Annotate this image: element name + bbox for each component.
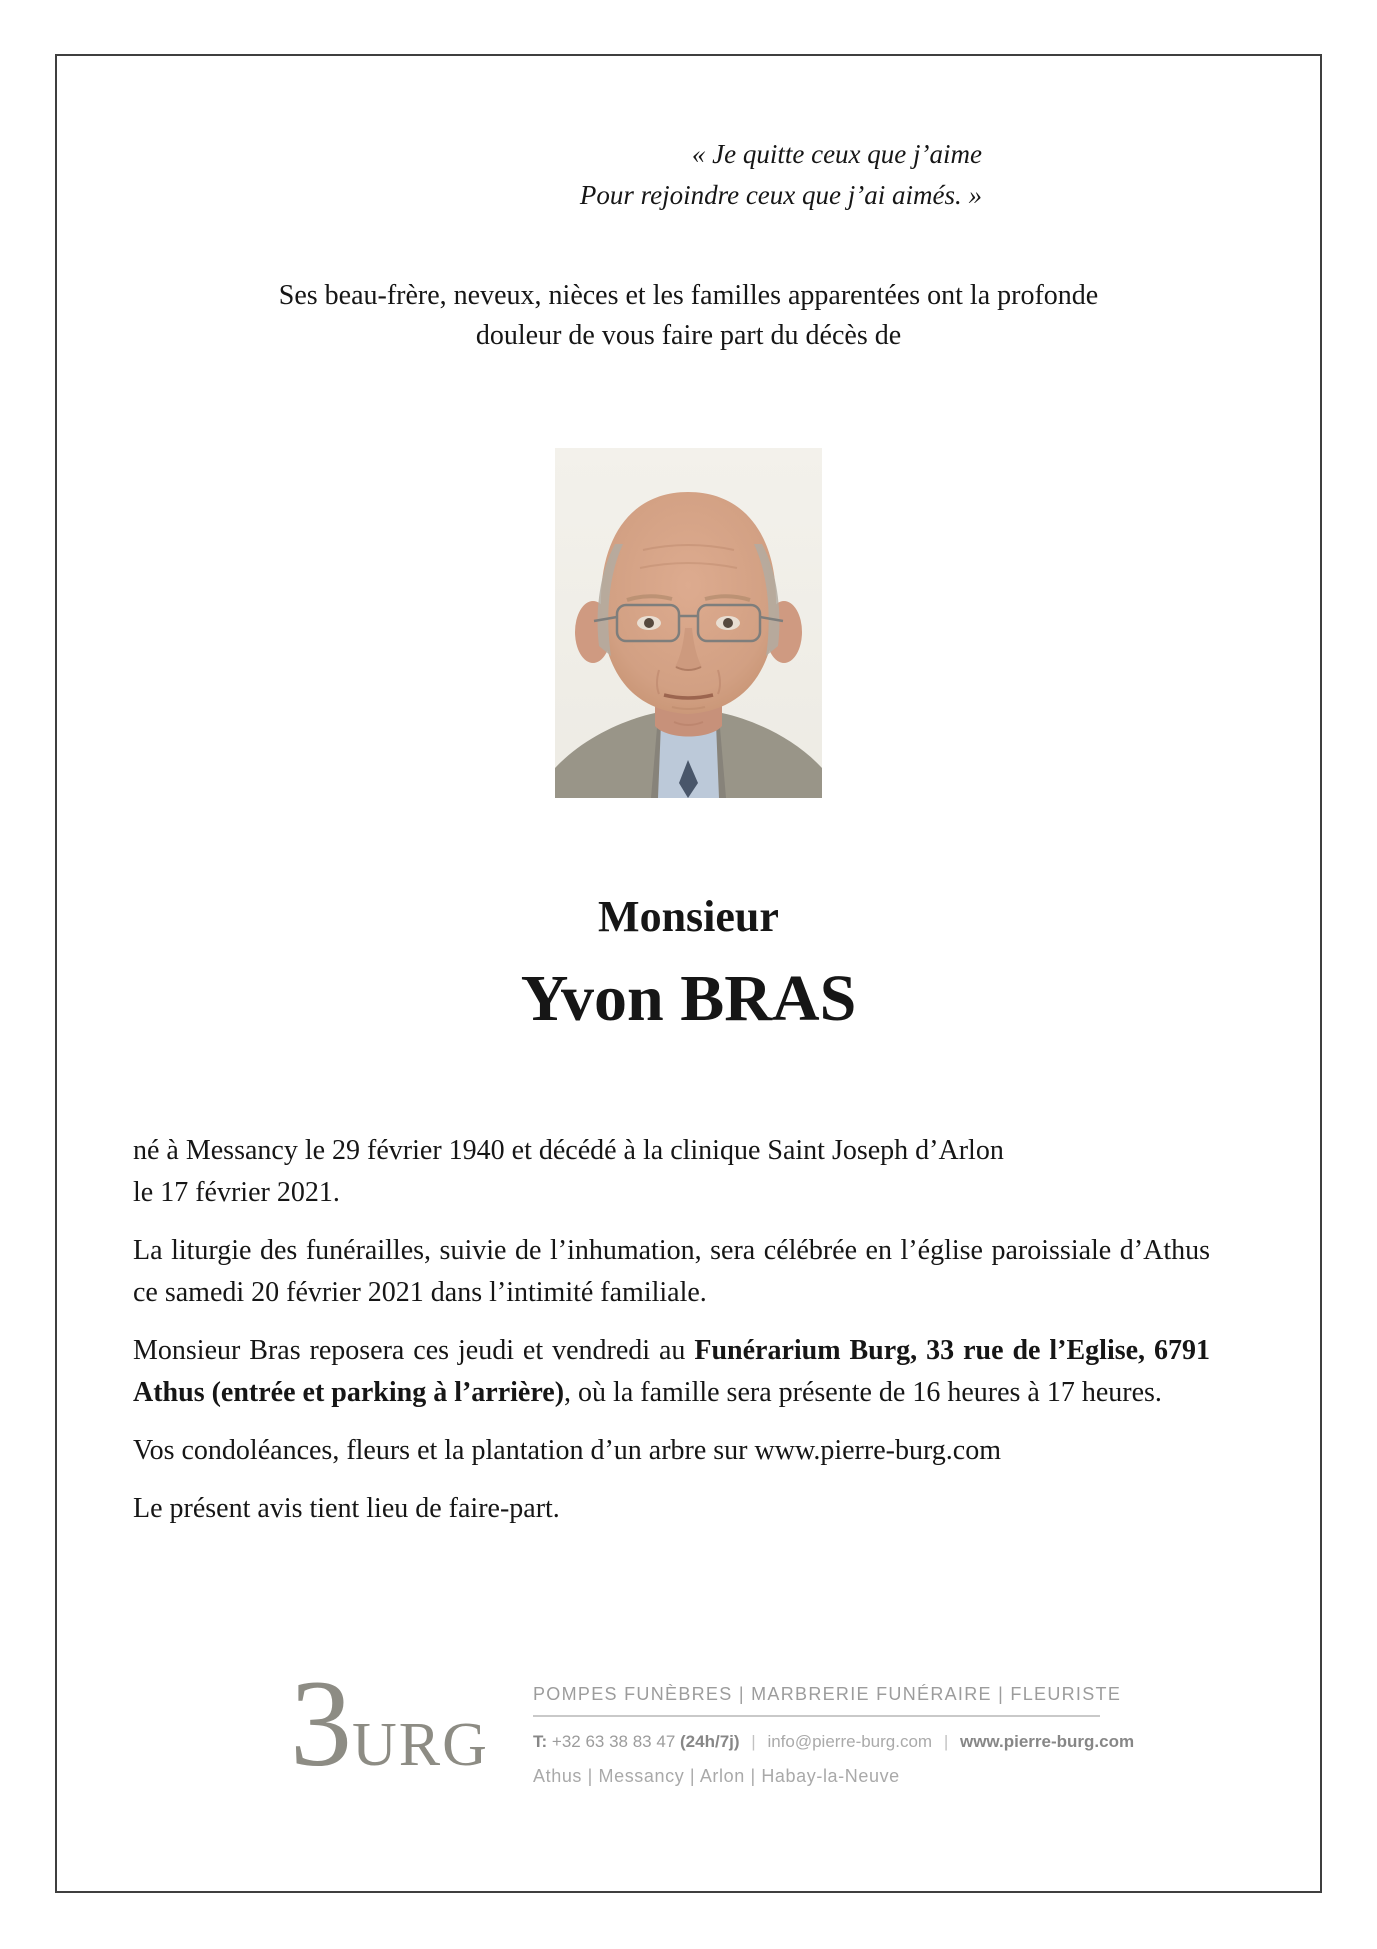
body-paragraph-condolences: Vos condoléances, fleurs et la plantation d’un arbre sur www.pierre-burg.com [133, 1435, 1001, 1466]
body-paragraph-liturgy: La liturgie des funérailles, suivie de l’inhumation, sera célébrée en l’église paroissiale d’Athus ce samedi 20 février 2021 dans l’intimité familiale. [133, 1235, 1210, 1308]
quote-block [0, 134, 982, 216]
separator: | [751, 1732, 756, 1751]
logo-urg-text: URG [352, 1711, 489, 1779]
repose-text-start: Monsieur Bras reposera ces jeudi et vendredi au [133, 1335, 695, 1366]
repose-text-end: , où la famille sera présente de 16 heures à 17 heures. [564, 1377, 1162, 1408]
announcement-line-2: douleur de vous faire part du décès de [475, 320, 902, 351]
burg-logo [290, 1655, 489, 1792]
separator: | [943, 1732, 949, 1751]
body-paragraph-faire-part: Le présent avis tient lieu de faire-part. [133, 1493, 560, 1524]
footer-divider [533, 1715, 1100, 1717]
footer-cities-line: Athus | Messancy | Arlon | Habay-la-Neuve [533, 1766, 900, 1786]
quote-line-2: Pour rejoindre ceux que j’ai aimés. » [579, 180, 982, 210]
body-paragraph-birth-death [133, 1130, 1210, 1214]
birth-death-line-2: le 17 février 2021. [133, 1177, 340, 1208]
announcement-text [0, 276, 1377, 356]
announcement-line-1: Ses beau-frère, neveux, nièces et les familles apparentées ont la profonde [278, 280, 1099, 311]
footer-contact-line [533, 1729, 1133, 1755]
notice-body [133, 1130, 1210, 1546]
portrait-photo [555, 448, 822, 798]
deceased-title: Monsieur [598, 892, 779, 941]
footer-services-line: POMPES FUNÈBRES | MARBRERIE FUNÉRAIRE | FLEURISTE [533, 1684, 1122, 1704]
email-text: info@pierre-burg.com [767, 1732, 933, 1751]
deceased-name: Yvon BRAS [520, 962, 857, 1035]
hours-badge: (24h/7j) [680, 1732, 740, 1751]
funeral-home-address: Funérarium Burg, 33 rue de l’Eglise, 6791 Athus (entrée et parking à l’arrière) [133, 1335, 1210, 1408]
phone-number: +32 63 38 83 47 [551, 1732, 676, 1751]
face-shape [601, 492, 776, 714]
footer-info-column [533, 1682, 1133, 1788]
website-text: www.pierre-burg.com [959, 1732, 1135, 1751]
quote-line-1: « Je quitte ceux que j’aime [691, 139, 982, 169]
logo-b-glyph: 3 [290, 1655, 352, 1792]
birth-death-line-1: né à Messancy le 29 février 1940 et décédé à la clinique Saint Joseph d’Arlon [133, 1135, 1004, 1166]
phone-label: T: [533, 1732, 548, 1751]
body-paragraph-repose [133, 1330, 1210, 1414]
